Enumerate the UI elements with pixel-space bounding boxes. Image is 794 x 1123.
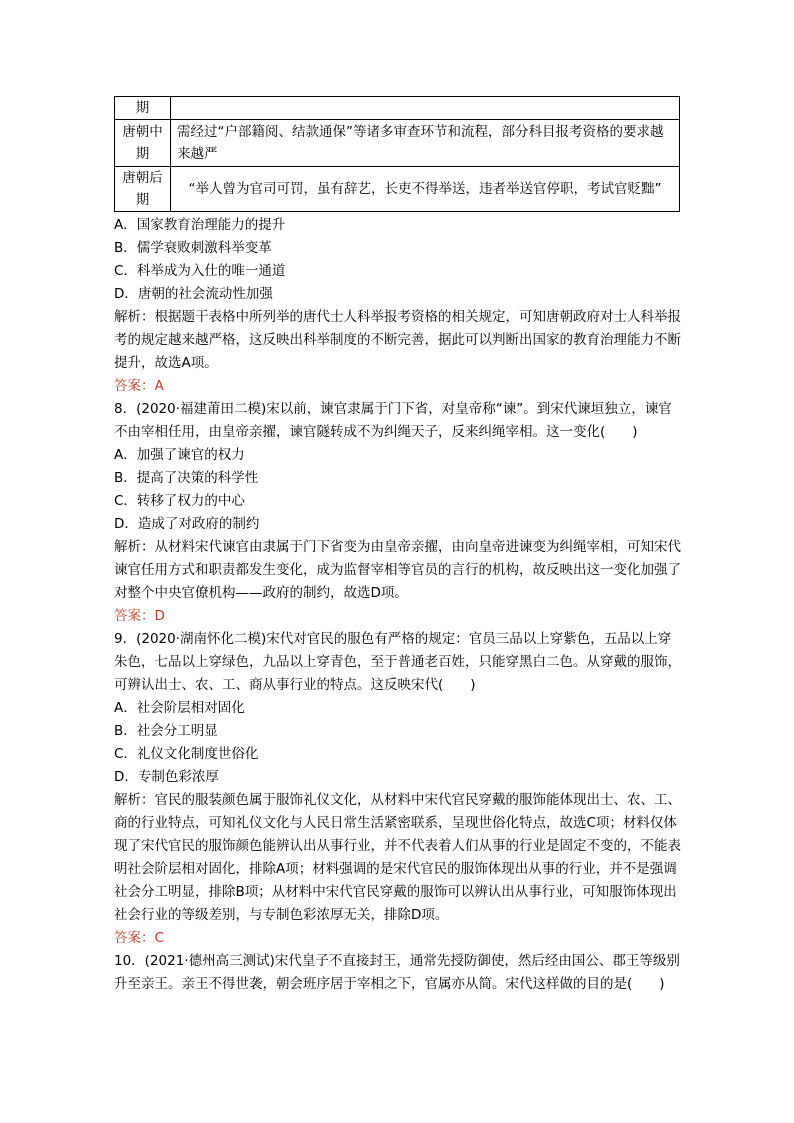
table-row: [115, 167, 680, 212]
q8-answer: 答案：D: [114, 608, 165, 624]
description-cell: “举人曾为官司可罚，虽有辞艺，长吏不得举送，违者举送官停职，考试官贬黜”: [171, 167, 680, 212]
q7-option-b: B．儒学衰败刺激科举变革: [114, 240, 272, 256]
q8-option-d: D．造成了对政府的制约: [114, 516, 260, 532]
q9-option-b: B．社会分工明显: [114, 723, 218, 739]
description-cell: 需经过“户部籍阅、结款通保”等诸多审查环节和流程，部分科目报考资格的要求越来越严: [171, 120, 680, 167]
question-content: [114, 214, 682, 996]
q9-answer: 答案：C: [114, 930, 164, 946]
q8-option-c: C．转移了权力的中心: [114, 493, 245, 509]
table-row: [115, 120, 680, 167]
q8-stem: 8．(2020·福建莆田二模)宋以前，谏官隶属于门下省，对皇帝称“谏”。到宋代谏垣独立，谏官不由宰相任用，由皇帝亲擢，谏官隧转成不为纠绳天子，反来纠绳宰相。这一变化( ): [114, 401, 672, 440]
q8-analysis: 解析：从材料宋代谏官由隶属于门下省变为由皇帝亲擢，由向皇帝进谏变为纠绳宰相，可知宋代谏官任用方式和职责都发生变化，成为监督宰相等官员的言行的机构，故反映出这一变化加强了对整个中央官僚机构——政府的制约，故选D项。: [114, 539, 681, 601]
period-cell: 期: [115, 97, 171, 120]
period-cell: 唐朝后期: [115, 167, 171, 212]
q9-option-c: C．礼仪文化制度世俗化: [114, 746, 259, 762]
q7-option-a: A．国家教育治理能力的提升: [114, 217, 286, 233]
q9-option-d: D．专制色彩浓厚: [114, 769, 219, 785]
q7-answer: 答案：A: [114, 378, 164, 394]
table-row: [115, 97, 680, 120]
q8-option-a: A．加强了谏官的权力: [114, 447, 245, 463]
q7-option-d: D．唐朝的社会流动性加强: [114, 286, 273, 302]
period-cell: 唐朝中期: [115, 120, 171, 167]
q7-option-c: C．科举成为入仕的唯一通道: [114, 263, 286, 279]
description-cell: [171, 97, 680, 120]
q9-analysis: 解析：官民的服装颜色属于服饰礼仪文化，从材料中宋代官民穿戴的服饰能体现出士、农、工、商的行业特点，可知礼仪文化与人民日常生活紧密联系，呈现世俗化特点，故选C项；材料仅体现了宋代官民的服饰颜色能辨认出从事行业，并不代表着人们从事的行业是固定不变的，不能表明社会阶层相对固化，排除A项；材料强调的是宋代官民的服饰体现出从事的行业，并不是强调社会分工明显，排除B项；从材料中宋代官民穿戴的服饰可以辨认出从事行业，可知服饰体现出社会行业的等级差别，与专制色彩浓厚无关，排除D项。: [114, 792, 681, 923]
q10-stem: 10．(2021·德州高三测试)宋代皇子不直接封王，通常先授防御使，然后经由国公、郡王等级别升至亲王。亲王不得世袭，朝会班序居于宰相之下，官属亦从简。宋代这样做的目的是( ): [114, 953, 680, 992]
q9-stem: 9．(2020·湖南怀化二模)宋代对官民的服色有严格的规定：官员三品以上穿紫色，五品以上穿朱色，七品以上穿绿色，九品以上穿青色，至于普通老百姓，只能穿黑白二色。从穿戴的服饰，可辨认出士、农、工、商从事行业的特点。这反映宋代( ): [114, 631, 681, 693]
q8-option-b: B．提高了决策的科学性: [114, 470, 259, 486]
q9-option-a: A．社会阶层相对固化: [114, 700, 245, 716]
exam-qualification-table: [114, 96, 680, 212]
q7-analysis: 解析：根据题干表格中所列举的唐代士人科举报考资格的相关规定，可知唐朝政府对士人科举报考的规定越来越严格，这反映出科举制度的不断完善，据此可以判断出国家的教育治理能力不断提升，故选A项。: [114, 309, 681, 371]
